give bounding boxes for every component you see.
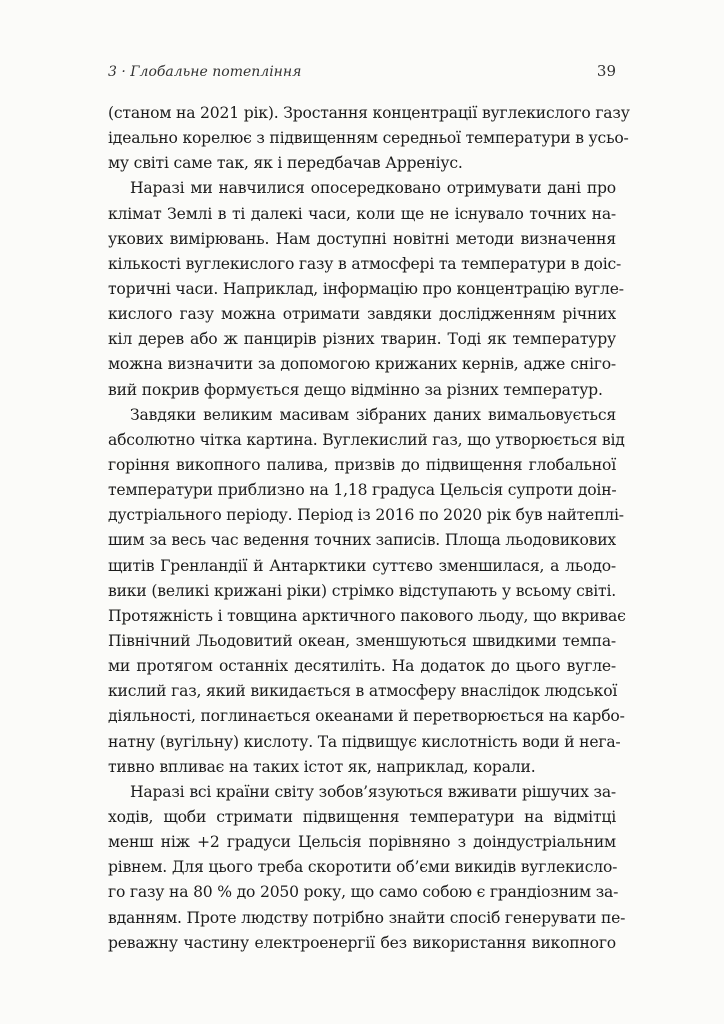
text-line: торичні часи. Наприклад, інформацію про концентрацію вугле- xyxy=(108,279,624,298)
text-line: вий покрив формується дещо відмінно за різних температур. xyxy=(108,380,603,399)
text-line: кіл дерев або ж панцирів різних тварин. Тоді як температуру xyxy=(108,330,616,349)
running-head: 3 · Глобальне потепління xyxy=(108,64,302,80)
text-line: дустріального періоду. Період із 2016 по 2020 рік був найтеплі- xyxy=(108,506,624,525)
text-line: реважну частину електроенергії без використання викопного xyxy=(108,933,616,952)
text-line: (станом на 2021 рік). Зростання концентрації вуглекислого газу xyxy=(108,104,630,122)
text-line: ідеально корелює з підвищенням середньої температури в усьо- xyxy=(108,129,629,148)
text-line: абсолютно чітка картина. Вуглекислий газ, що утворюється від xyxy=(108,430,625,449)
text-line: натну (вугільну) кислоту. Та підвищує кислотність води й нега- xyxy=(108,732,621,751)
page-header xyxy=(108,62,616,80)
text-line: Завдяки великим масивам зібраних даних вимальовується xyxy=(130,405,616,424)
text-line: рівнем. Для цього треба скоротити об’єми викидів вуглекисло- xyxy=(108,858,618,877)
text-line: го газу на 80 % до 2050 року, що само собою є грандіозним за- xyxy=(108,883,619,902)
text-line: Наразі всі країни світу зобов’язуються вживати рішучих за- xyxy=(130,782,616,801)
text-line: Північний Льодовитий океан, зменшуються швидкими темпа- xyxy=(108,631,616,650)
text-line: Протяжність і товщина арктичного пакового льоду, що вкриває xyxy=(108,606,626,625)
text-line: му світі саме так, як і передбачав Арреніус. xyxy=(108,154,463,173)
text-line: температури приблизно на 1,18 градуса Цельсія супроти доін- xyxy=(108,481,617,500)
text-line: кислий газ, який викидається в атмосферу внаслідок людської xyxy=(108,682,618,701)
text-line: горіння викопного палива, призвів до підвищення глобальної xyxy=(108,455,616,474)
text-line: ходів, щоби стримати підвищення температури на відмітці xyxy=(108,807,616,826)
text-line: вданням. Проте людству потрібно знайти спосіб генерувати пе- xyxy=(108,908,626,927)
text-line: Наразі ми навчилися опосередковано отримувати дані про xyxy=(130,179,616,198)
text-line: діяльності, поглинається океанами й перетворюється на карбо- xyxy=(108,707,625,726)
page-number: 39 xyxy=(596,62,616,80)
text-line: кислого газу можна отримати завдяки дослідженням річних xyxy=(108,305,616,324)
text-line: кількості вуглекислого газу в атмосфері та температури в доіс- xyxy=(108,254,622,273)
body-text xyxy=(108,101,630,956)
text-line: укових вимірювань. Нам доступні новітні методи визначення xyxy=(108,229,616,248)
text-line: клімат Землі в ті далекі часи, коли ще не існувало точних на- xyxy=(108,204,616,223)
text-line: шим за весь час ведення точних записів. Площа льодовикових xyxy=(108,531,616,550)
text-line: менш ніж +2 градуси Цельсія порівняно з доіндустріальним xyxy=(108,833,616,852)
text-line: щитів Гренландії й Антарктики суттєво зменшилася, а льодо- xyxy=(108,556,616,575)
text-line: можна визначити за допомогою крижаних кернів, адже сніго- xyxy=(108,355,616,374)
text-line: тивно впливає на таких істот як, наприклад, корали. xyxy=(108,757,536,776)
text-line: ми протягом останніх десятиліть. На додаток до цього вугле- xyxy=(108,657,616,676)
text-line: вики (великі крижані ріки) стрімко відступають у всьому світі. xyxy=(108,581,616,600)
